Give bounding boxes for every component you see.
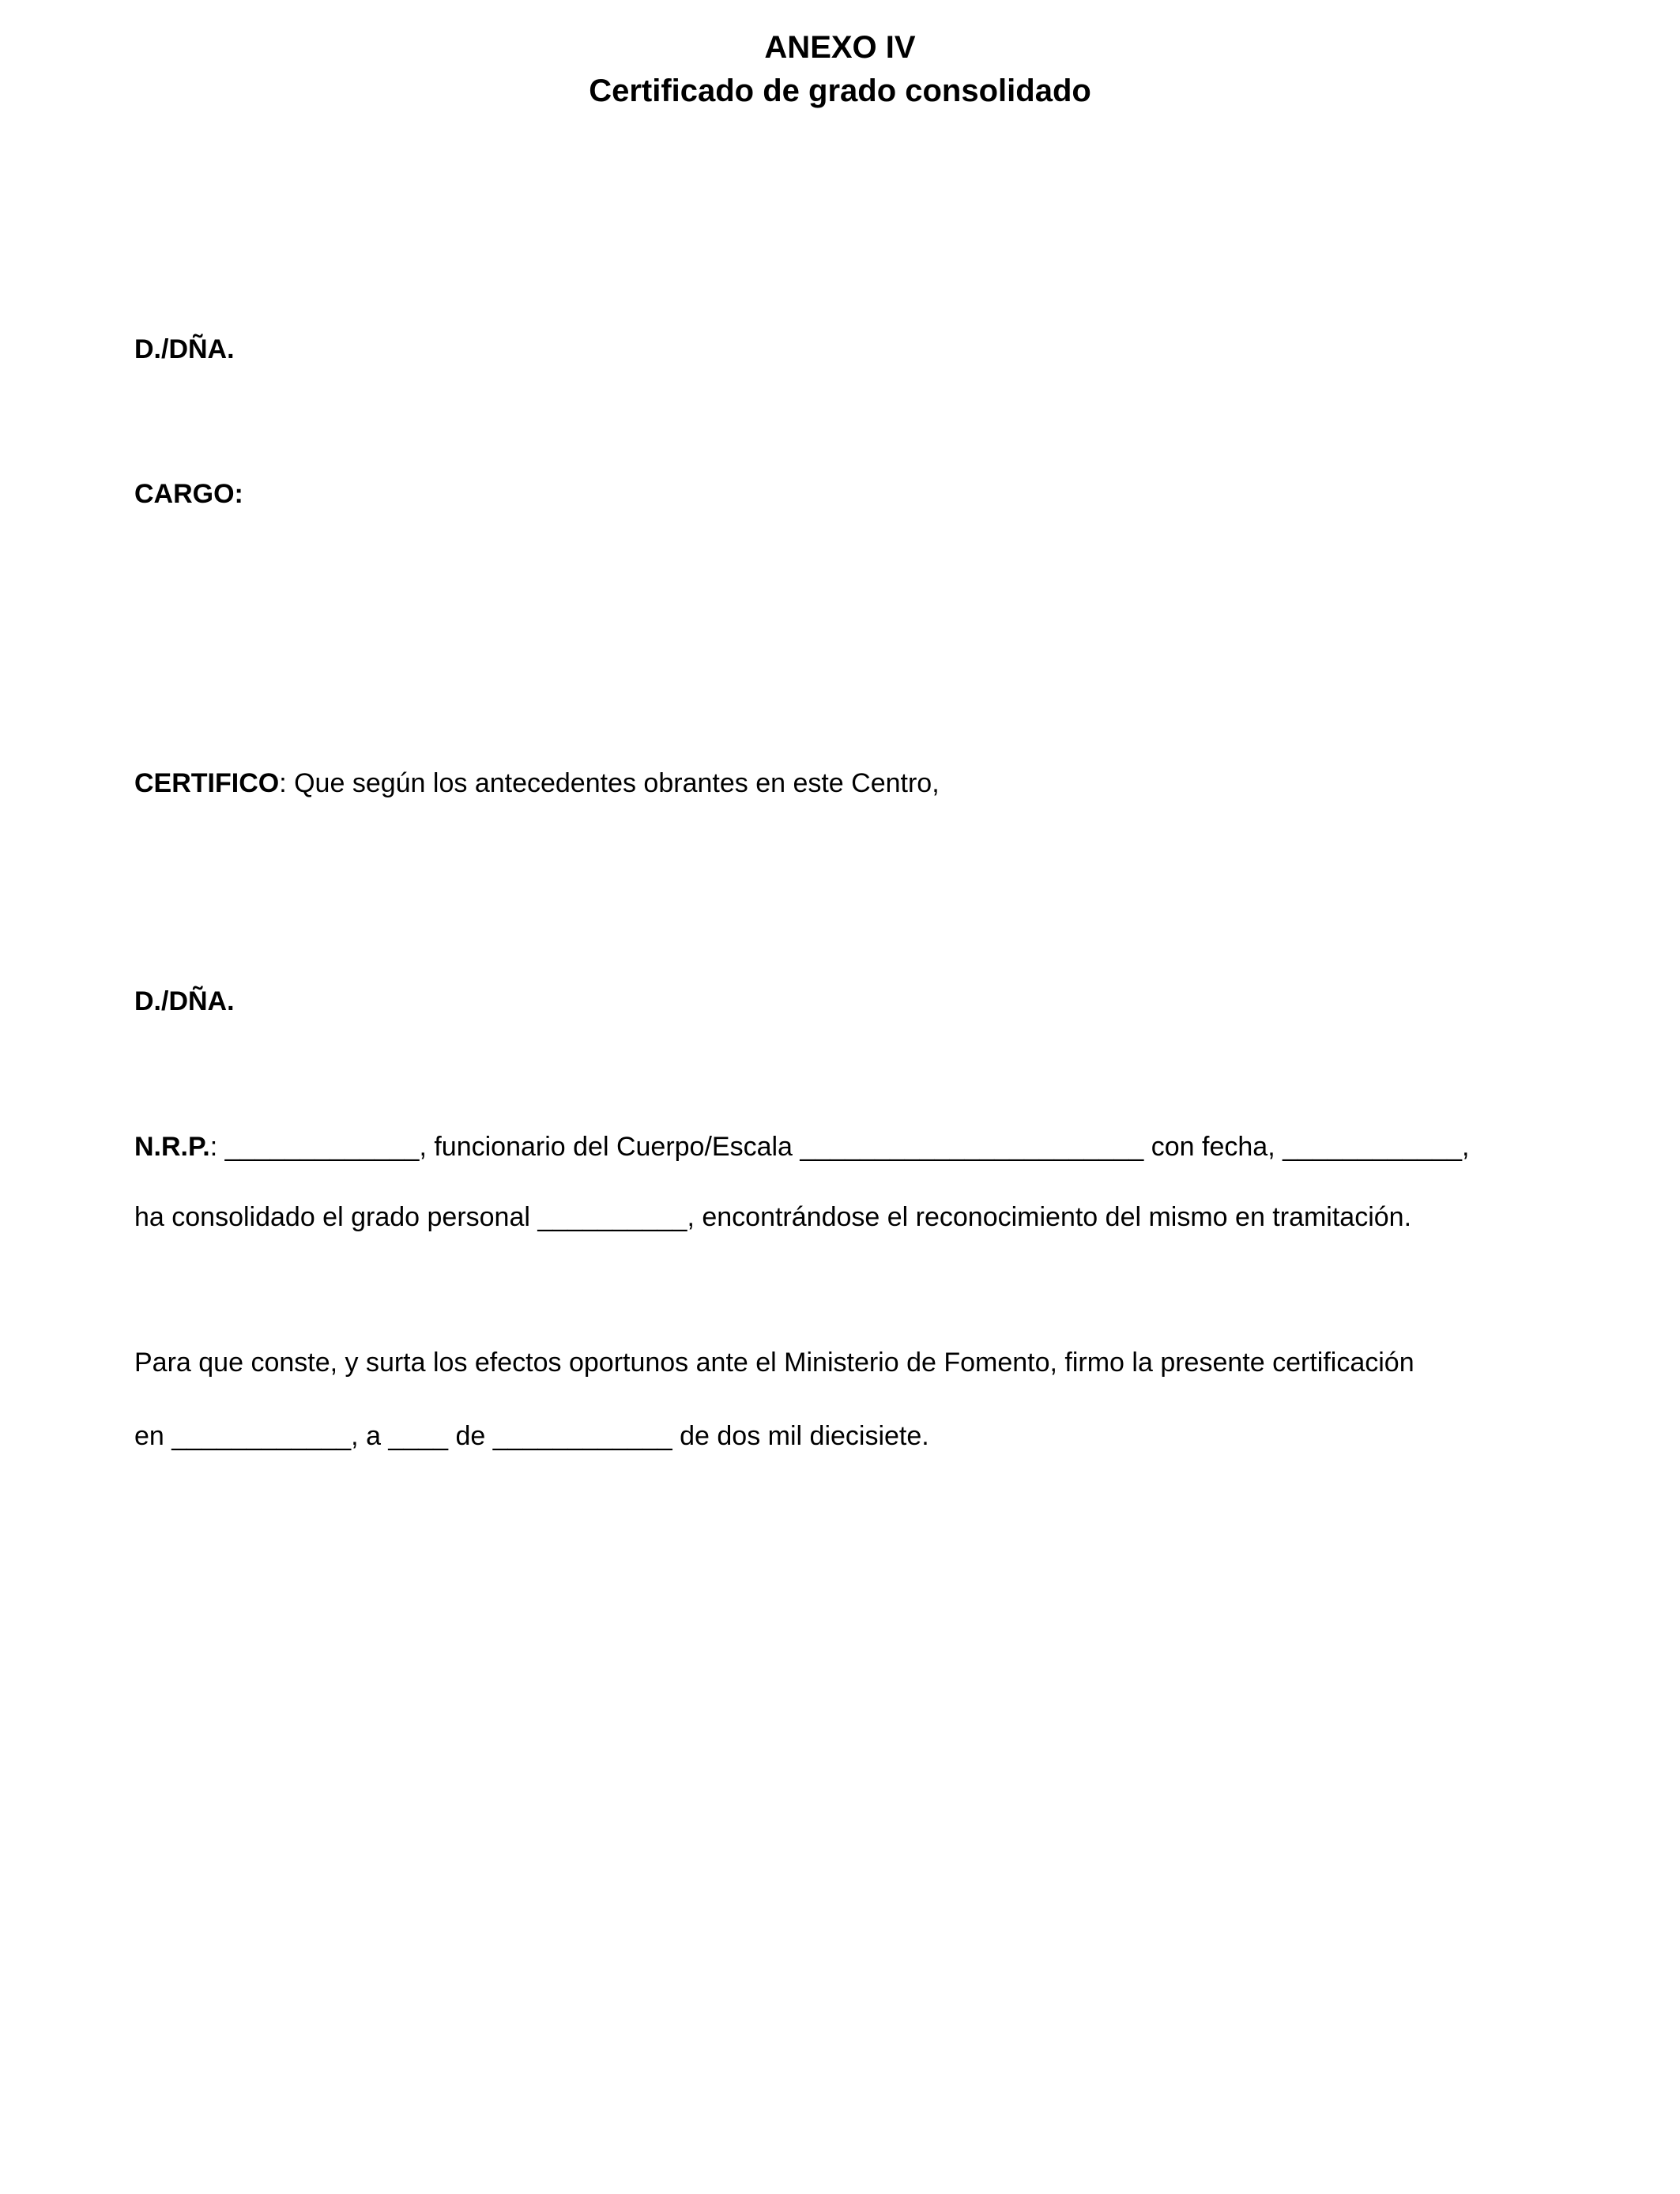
holder-name-label: D./DÑA. — [134, 334, 235, 364]
subject-name-label: D./DÑA. — [134, 986, 235, 1016]
document-title: Certificado de grado consolidado — [589, 74, 1091, 108]
certification-paragraph — [134, 770, 940, 797]
certifico-label: CERTIFICO — [134, 768, 280, 798]
nrp-text: : _____________, funcionario del Cuerpo/Escala _______________________ con fecha, ____________, — [209, 1132, 1470, 1162]
closing-line-1: Para que conste, y surta los efectos oportunos ante el Ministerio de Fomento, firmo la presente certificación — [134, 1348, 1414, 1378]
annex-number: ANEXO IV — [764, 30, 916, 65]
cargo-label: CARGO: — [134, 479, 243, 509]
closing-line-2: en ____________, a ____ de ____________ de dos mil diecisiete. — [134, 1421, 929, 1451]
grade-line: ha consolidado el grado personal __________, encontrándose el reconocimiento del mismo en tramitación. — [134, 1202, 1412, 1232]
nrp-label: N.R.P. — [134, 1132, 210, 1162]
certifico-text: : Que según los antecedentes obrantes en este Centro, — [279, 768, 940, 798]
nrp-line — [134, 1133, 1469, 1160]
